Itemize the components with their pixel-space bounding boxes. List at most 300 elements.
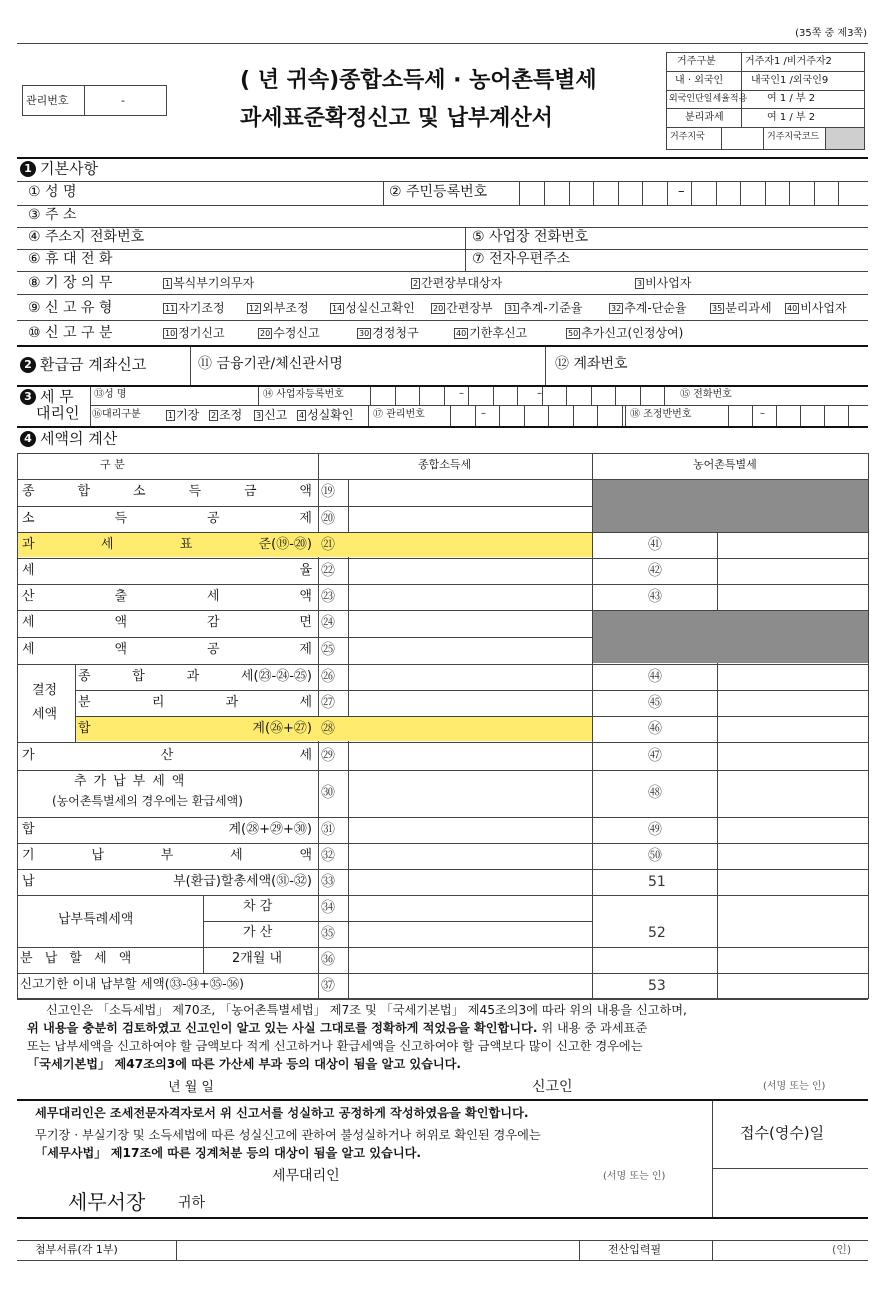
management-number-value: - — [121, 94, 125, 107]
row-number: ㉟ — [321, 926, 335, 942]
row-label-char: 표 — [179, 537, 193, 552]
rrn-cell-divider — [765, 181, 766, 205]
row-label-char: 리 — [151, 695, 165, 710]
filing-class-option-code: 50 — [568, 329, 579, 338]
residence-country-label: 거주지국 — [670, 132, 705, 142]
filing-class-option-label: 기한후신고 — [469, 326, 528, 340]
bookkeeping-label: ⑧ 기 장 의 무 — [28, 275, 113, 291]
rural-tax-input[interactable] — [718, 585, 867, 609]
filing-class-option[interactable] — [163, 327, 225, 339]
agent-brn-dash2: – — [537, 388, 542, 399]
rural-tax-input[interactable] — [718, 818, 867, 842]
row-label-char: 세 — [230, 848, 243, 863]
row-label-char: 합 — [77, 484, 91, 499]
form-title-line1: ( 년 귀속)종합소득세 · 농어촌특별세 — [240, 68, 597, 93]
rural-tax-input[interactable] — [718, 533, 867, 557]
rrn-cell-divider — [740, 181, 741, 205]
nationality-value: 내국인1 /외국인9 — [751, 75, 829, 86]
brn-cell-divider — [468, 387, 469, 405]
col-header-rural-tax: 농어촌특별세 — [693, 458, 757, 471]
adj-cell-divider — [824, 405, 825, 426]
filing-type-option[interactable] — [330, 302, 415, 314]
nationality-label: 내 · 외국인 — [675, 75, 724, 86]
row-label-char: 액 — [299, 848, 312, 863]
col-header-income-tax: 종합소득세 — [418, 458, 472, 471]
filing-class-option[interactable] — [454, 327, 527, 339]
rural-tax-disabled-area — [593, 611, 868, 663]
declarant-label: 신고인 — [532, 1079, 573, 1095]
income-tax-input[interactable] — [349, 771, 591, 816]
row-label-char: 소 — [132, 484, 146, 499]
agent-type-option[interactable] — [166, 409, 199, 421]
brn-cell-divider — [566, 387, 567, 405]
row-label-char: 분 — [78, 695, 91, 710]
filing-type-option-label: 외부조정 — [262, 301, 309, 315]
filing-type-option[interactable] — [785, 302, 847, 314]
row-label-char: 종 — [22, 484, 35, 499]
row-label-char: 세 — [299, 748, 312, 763]
agent-confirm-line3: 「세무사법」 제17조에 따른 징계처분 등의 대상이 됨을 알고 있습니다. — [35, 1146, 422, 1160]
row-number: ㉑ — [321, 537, 335, 553]
row-label-char: 제 — [299, 642, 312, 657]
rural-tax-input[interactable] — [718, 922, 867, 946]
filing-class-label: ⑩ 신 고 구 분 — [28, 325, 113, 341]
management-number-box — [22, 85, 167, 116]
filing-type-option[interactable] — [431, 302, 493, 314]
filing-class-option[interactable] — [357, 327, 419, 339]
agent-type-option[interactable] — [254, 409, 287, 421]
income-tax-input[interactable] — [349, 638, 591, 663]
row-number: ㉕ — [321, 642, 335, 658]
section4-title — [20, 431, 117, 447]
income-tax-input[interactable] — [349, 691, 591, 715]
income-tax-input[interactable] — [349, 665, 591, 689]
section2-title — [20, 357, 146, 373]
brn-cell-divider — [444, 387, 445, 405]
brn-cell-divider — [395, 387, 396, 405]
rural-row-number: 51 — [648, 874, 666, 890]
row-label-char: 득 — [188, 484, 202, 499]
rrn-cell-divider — [789, 181, 790, 205]
row-label-char: 과 — [186, 669, 200, 684]
rrn-cell-divider — [691, 181, 692, 205]
filing-type-label: ⑨ 신 고 유 형 — [28, 300, 113, 316]
row-label-char: 득 — [114, 511, 128, 526]
row-label-char: 세 — [22, 642, 35, 657]
filing-class-option-code: 20 — [260, 329, 271, 338]
rrn-label: ② 주민등록번호 — [389, 184, 488, 200]
declaration-line2 — [27, 1022, 647, 1034]
rrn-cell-divider — [667, 181, 668, 205]
section3-number: 3 — [20, 389, 36, 405]
address-label: ③ 주 소 — [28, 207, 77, 223]
filing-type-option-label: 분리과세 — [725, 301, 772, 315]
agent-type-option-code: 2 — [211, 411, 217, 420]
declaration-line1: 신고인은 「소득세법」 제70조, 「농어촌특별세법」 제7조 및 「국세기본법」 제45조의3에 따라 위의 내용을 신고하며, — [46, 1003, 687, 1017]
declarant-sign[interactable]: (서명 또는 인) — [763, 1081, 826, 1092]
agent-type-option-code: 3 — [256, 411, 262, 420]
filing-class-option-label: 경정청구 — [372, 326, 419, 340]
mgmt-cell-divider — [573, 405, 574, 426]
bookkeeping-option-label: 간편장부대상자 — [421, 276, 503, 290]
bookkeeping-option-label: 비사업자 — [645, 276, 692, 290]
row-label-char: 출 — [114, 589, 128, 604]
row-number: ㉗ — [321, 695, 335, 711]
filing-type-option-code: 11 — [165, 304, 176, 313]
section1-label: 기본사항 — [40, 159, 98, 178]
row-number: ㉒ — [321, 563, 335, 579]
filing-class-option-label: 추가신고(인정상여) — [581, 326, 684, 340]
rrn-cell-divider — [593, 181, 594, 205]
due-tax-label: 신고기한 이내 납부할 세액(㉝-㉞+㉟-㊱) — [20, 976, 244, 991]
row-label — [22, 564, 312, 577]
filing-type-option-label: 성실신고확인 — [345, 301, 415, 315]
page-indicator: (35쪽 중 제3쪽) — [795, 28, 867, 39]
row-sublabel: (농어촌특별세의 경우에는 환급세액) — [52, 794, 243, 808]
tax-office-head: 세무서장 — [68, 1190, 146, 1214]
filing-type-option-label: 추계-단순율 — [624, 301, 687, 315]
agent-confirm-line1: 세무대리인은 조세전문자격자로서 위 신고서를 성실하고 공정하게 작성하였음을 확인합니다. — [35, 1106, 529, 1120]
section4-label: 세액의 계산 — [40, 429, 118, 448]
income-tax-input[interactable] — [349, 717, 591, 741]
agent-brn-dash1: – — [459, 388, 464, 399]
brn-cell-divider — [664, 387, 665, 405]
filing-class-option-code: 30 — [359, 329, 370, 338]
adj-cell-divider — [800, 405, 801, 426]
separate-tax-label: 분리과세 — [685, 112, 724, 123]
declaration-date: 년 월 일 — [168, 1080, 214, 1095]
col-header-category: 구 분 — [100, 458, 125, 471]
rural-tax-input[interactable] — [718, 665, 867, 689]
rrn-cell-divider — [642, 181, 643, 205]
resident-type-label: 거주구분 — [677, 56, 716, 67]
row-label-char: 부(환급)할총세액(㉛-㉜) — [173, 874, 312, 889]
section4-number: 4 — [20, 431, 36, 447]
attachments-label: 첨부서류(각 1부) — [35, 1243, 118, 1256]
mgmt-cell-divider — [548, 405, 549, 426]
mgmt-cell-divider — [622, 405, 623, 426]
rrn-cell-divider — [838, 181, 839, 205]
row-number: ㉘ — [321, 721, 335, 737]
row-label — [22, 616, 312, 629]
brn-cell-divider — [493, 387, 494, 405]
receipt-date-label: 접수(영수)일 — [740, 1124, 825, 1142]
rural-row-number: ㊶ — [648, 537, 662, 553]
row-number: ㉛ — [321, 822, 335, 838]
row-label-char: 액 — [114, 642, 128, 657]
rural-row-number: ㊾ — [648, 822, 662, 838]
section3-title — [20, 389, 74, 405]
rural-row-number: ㊹ — [648, 669, 662, 685]
row-label-char: 세 — [22, 615, 35, 630]
brn-cell-divider — [370, 387, 371, 405]
filing-type-option-label: 추계-기준율 — [520, 301, 583, 315]
row-number: ㉔ — [321, 615, 335, 631]
rural-tax-input[interactable] — [718, 559, 867, 583]
account-number-label: ⑫ 계좌번호 — [555, 356, 628, 372]
row-label-char: 액 — [114, 615, 128, 630]
agent-confirm-line2: 무기장 · 부실기장 및 소득세법에 따른 성실신고에 관하여 불성실하거나 허위로 확인된 경우에는 — [35, 1128, 541, 1142]
row-label-char: 공 — [206, 511, 220, 526]
row-label-char: 세 — [22, 563, 35, 578]
income-tax-input[interactable] — [349, 948, 591, 972]
filing-class-option-code: 40 — [456, 329, 467, 338]
email-label: ⑦ 전자우편주소 — [472, 251, 571, 267]
filing-type-option[interactable] — [247, 302, 309, 314]
row-number: ㉓ — [321, 589, 335, 605]
table-row-divider — [17, 999, 868, 1000]
row-number: ㉜ — [321, 848, 335, 864]
row-number: ⑳ — [321, 511, 335, 527]
rrn-cell-divider — [716, 181, 717, 205]
row-number: ㊲ — [321, 978, 335, 994]
row-label-char: 기 — [22, 848, 35, 863]
section2-number: 2 — [20, 357, 36, 373]
row-label-char: 제 — [299, 511, 312, 526]
rural-tax-input[interactable] — [718, 870, 867, 894]
filing-class-option[interactable] — [566, 327, 683, 339]
row-label-char: 합 — [78, 721, 91, 736]
filing-class-option-label: 정기신고 — [178, 326, 225, 340]
filing-type-option[interactable] — [710, 302, 772, 314]
income-tax-input[interactable] — [349, 611, 591, 636]
agent-type-option[interactable] — [209, 409, 242, 421]
rrn-dash: – — [678, 184, 685, 199]
agent-type-option-code: 4 — [299, 411, 305, 420]
agent-mgmt-dash: – — [481, 408, 486, 419]
row-label — [22, 538, 312, 551]
filing-type-option-code: 14 — [332, 304, 343, 313]
agent-type-option-label: 기장 — [176, 408, 200, 422]
filing-type-option-code: 35 — [712, 304, 723, 313]
bank-name-label: ⑪ 금융기관/체신관서명 — [198, 356, 343, 372]
row-label-char: 소 — [22, 511, 35, 526]
declaration-line3: 또는 납부세액을 신고하여야 할 금액보다 적게 신고하거나 환급세액을 신고하여야 할 금액보다 많이 신고한 경우에는 — [27, 1039, 643, 1053]
income-tax-input[interactable] — [349, 507, 591, 531]
row-number: ㉖ — [321, 669, 335, 685]
name-label: ① 성 명 — [28, 184, 77, 200]
section2-label: 환급금 계좌신고 — [40, 355, 147, 374]
income-tax-input[interactable] — [349, 533, 591, 557]
agent-type-option-label: 신고 — [264, 408, 288, 422]
decided-tax-label2: 세액 — [32, 707, 58, 722]
row-label — [22, 590, 312, 603]
section1-title — [20, 161, 98, 177]
installment-period-label: 2개월 내 — [232, 951, 283, 966]
row-label — [22, 512, 312, 525]
filing-class-option-code: 10 — [165, 329, 176, 338]
decided-block-divider — [75, 664, 76, 742]
adj-cell-divider — [776, 405, 777, 426]
row-label-char: 종 — [78, 669, 91, 684]
row-label-char: 준(⑲-⑳) — [258, 537, 312, 552]
rural-tax-input[interactable] — [718, 743, 867, 769]
mgmt-cell-divider — [499, 405, 500, 426]
bookkeeping-option-label: 복식부기의무자 — [173, 276, 255, 290]
filing-type-option-label: 자기조정 — [178, 301, 225, 315]
adj-cell-divider — [848, 405, 849, 426]
bookkeeping-option[interactable] — [635, 277, 691, 289]
rural-row-number: 53 — [648, 978, 666, 994]
row-number: ⑲ — [321, 484, 335, 500]
bookkeeping-option[interactable] — [411, 277, 502, 289]
row-label — [22, 823, 312, 836]
bookkeeping-option-code: 1 — [165, 279, 171, 288]
mgmt-cell-divider — [597, 405, 598, 426]
rural-row-number: ㊽ — [648, 785, 662, 801]
agent-adj-dash: – — [760, 408, 765, 419]
agent-name-label: ⑬성 명 — [94, 389, 127, 400]
row-label-char: 과 — [22, 537, 35, 552]
row-label-char: 납 — [22, 874, 35, 889]
row-label-char: 액 — [299, 484, 312, 499]
income-tax-input[interactable] — [349, 870, 591, 894]
row-number: ㉙ — [321, 748, 335, 764]
row-label-char: 감 — [206, 615, 220, 630]
agent-brn-label: ⑭ 사업자등록번호 — [263, 389, 344, 400]
bookkeeping-option-code: 3 — [637, 279, 643, 288]
filing-type-option-label: 간편장부 — [446, 301, 493, 315]
separate-tax-value: 여 1 / 부 2 — [767, 112, 816, 123]
rural-row-number: 52 — [648, 925, 666, 941]
rrn-cell-divider — [569, 181, 570, 205]
row-label — [78, 670, 312, 683]
rural-row-number: ㊻ — [648, 721, 662, 737]
row-label-char: 합 — [22, 822, 35, 837]
row-label-char: 납 — [91, 848, 104, 863]
row-label-char: 산 — [22, 589, 35, 604]
agent-phone-label: ⑮ 전화번호 — [680, 389, 732, 400]
row-label-char: 계(㉖+㉗) — [252, 721, 312, 736]
income-tax-input[interactable] — [349, 559, 591, 583]
rural-tax-input[interactable] — [718, 717, 867, 741]
rural-tax-input[interactable] — [718, 974, 867, 998]
row-label-char: 공 — [206, 642, 220, 657]
row-label-char: 금 — [243, 484, 257, 499]
special-tax-label: 납부특례세액 — [58, 912, 134, 927]
rrn-cell-divider — [814, 181, 815, 205]
filing-class-option[interactable] — [258, 327, 320, 339]
row-label — [22, 643, 312, 656]
row-label: 추가납부세액 — [74, 774, 192, 789]
agent-type-option[interactable] — [297, 409, 353, 421]
resident-type-value: 거주자1 /비거주자2 — [745, 56, 832, 67]
row-number: ㉞ — [321, 900, 335, 916]
filing-type-option-code: 12 — [249, 304, 260, 313]
declaration-line4: 「국세기본법」 제47조의3에 따른 가산세 부과 등의 대상이 됨을 알고 있습니다. — [27, 1057, 462, 1071]
row-label-char: 부 — [160, 848, 174, 863]
rural-row-number: ㊸ — [648, 589, 662, 605]
section3-label2: 대리인 — [36, 404, 80, 422]
table-col-divider — [592, 453, 593, 999]
filing-type-option[interactable] — [505, 302, 582, 314]
agent-adj-label: ⑱ 조정반번호 — [630, 409, 692, 420]
row-label-char: 가 — [22, 748, 35, 763]
declaration-line2-rest: 위 내용 중 과세표준 — [537, 1021, 648, 1035]
rrn-cell-divider — [544, 181, 545, 205]
declaration-line2-bold: 위 내용을 충분히 검토하였고 신고인이 알고 있는 사실 그대로를 정확하게 적었음을 확인합니다. — [27, 1021, 538, 1035]
row-label-char: 계(㉘+㉙+㉚) — [228, 822, 312, 837]
filing-type-option[interactable] — [163, 302, 225, 314]
brn-cell-divider — [615, 387, 616, 405]
brn-cell-divider — [419, 387, 420, 405]
row-number: ㊱ — [321, 952, 335, 968]
rural-row-number: ㊼ — [648, 748, 662, 764]
management-number-label: 관리번호 — [26, 94, 69, 107]
row-label-char: 액 — [299, 589, 312, 604]
income-tax-input[interactable] — [349, 922, 591, 946]
income-tax-input[interactable] — [349, 480, 591, 505]
special-block-divider — [203, 895, 204, 973]
mgmt-cell-divider — [450, 405, 451, 426]
mgmt-cell-divider — [524, 405, 525, 426]
row-label-char: 과 — [225, 695, 239, 710]
rural-tax-input[interactable] — [718, 844, 867, 868]
brn-cell-divider — [542, 387, 543, 405]
income-tax-input[interactable] — [349, 896, 591, 920]
filing-type-option-label: 비사업자 — [800, 301, 847, 315]
row-label-char: 세 — [100, 537, 114, 552]
row-label — [22, 749, 312, 762]
installment-label: 분 납 할 세 액 — [20, 951, 136, 966]
income-tax-input[interactable] — [349, 974, 591, 998]
rural-row-number: ㊺ — [648, 695, 662, 711]
row-label — [78, 722, 312, 735]
rural-tax-input[interactable] — [718, 691, 867, 715]
agent-mgmt-label: ⑰ 관리번호 — [373, 409, 425, 420]
mgmt-cell-divider — [475, 405, 476, 426]
section3-label1: 세 무 — [40, 387, 74, 406]
filing-class-option-label: 수정신고 — [273, 326, 320, 340]
rural-tax-input[interactable] — [718, 771, 867, 816]
brn-cell-divider — [517, 387, 518, 405]
rrn-cell-divider — [618, 181, 619, 205]
flat-rate-value: 여 1 / 부 2 — [767, 93, 816, 104]
filing-type-option[interactable] — [609, 302, 686, 314]
tax-agent-sign[interactable]: (서명 또는 인) — [603, 1171, 666, 1182]
income-tax-input[interactable] — [349, 818, 591, 842]
filing-type-option-code: 20 — [433, 304, 444, 313]
tax-agent-label: 세무대리인 — [272, 1168, 340, 1184]
adj-cell-divider — [728, 405, 729, 426]
row-number: ㉝ — [321, 874, 335, 890]
home-phone-label: ④ 주소지 전화번호 — [28, 229, 145, 245]
table-border — [868, 453, 869, 999]
brn-cell-divider — [640, 387, 641, 405]
tax-office-suffix: 귀하 — [178, 1195, 206, 1211]
income-tax-input[interactable] — [349, 844, 591, 868]
bookkeeping-option-code: 2 — [413, 279, 419, 288]
mobile-label: ⑥ 휴 대 전 화 — [28, 251, 113, 267]
rural-tax-disabled-area — [593, 480, 868, 532]
row-label-char: 세 — [206, 589, 220, 604]
section1-number: 1 — [20, 161, 36, 177]
row-label — [22, 485, 312, 498]
bookkeeping-option[interactable] — [163, 277, 254, 289]
row-label-char: 율 — [299, 563, 312, 578]
row-label — [22, 875, 312, 888]
flat-rate-label: 외국인단일세율적용 — [669, 94, 748, 104]
filing-type-option-code: 40 — [787, 304, 798, 313]
input-seal[interactable]: (인) — [832, 1243, 852, 1256]
agent-type-option-code: 1 — [168, 411, 174, 420]
income-tax-input[interactable] — [349, 585, 591, 609]
computer-input-label: 전산입력필 — [608, 1243, 662, 1256]
biz-phone-label: ⑤ 사업장 전화번호 — [472, 229, 589, 245]
row-label-char: 세 — [299, 695, 312, 710]
agent-type-option-label: 조정 — [219, 408, 243, 422]
income-tax-input[interactable] — [349, 743, 591, 769]
